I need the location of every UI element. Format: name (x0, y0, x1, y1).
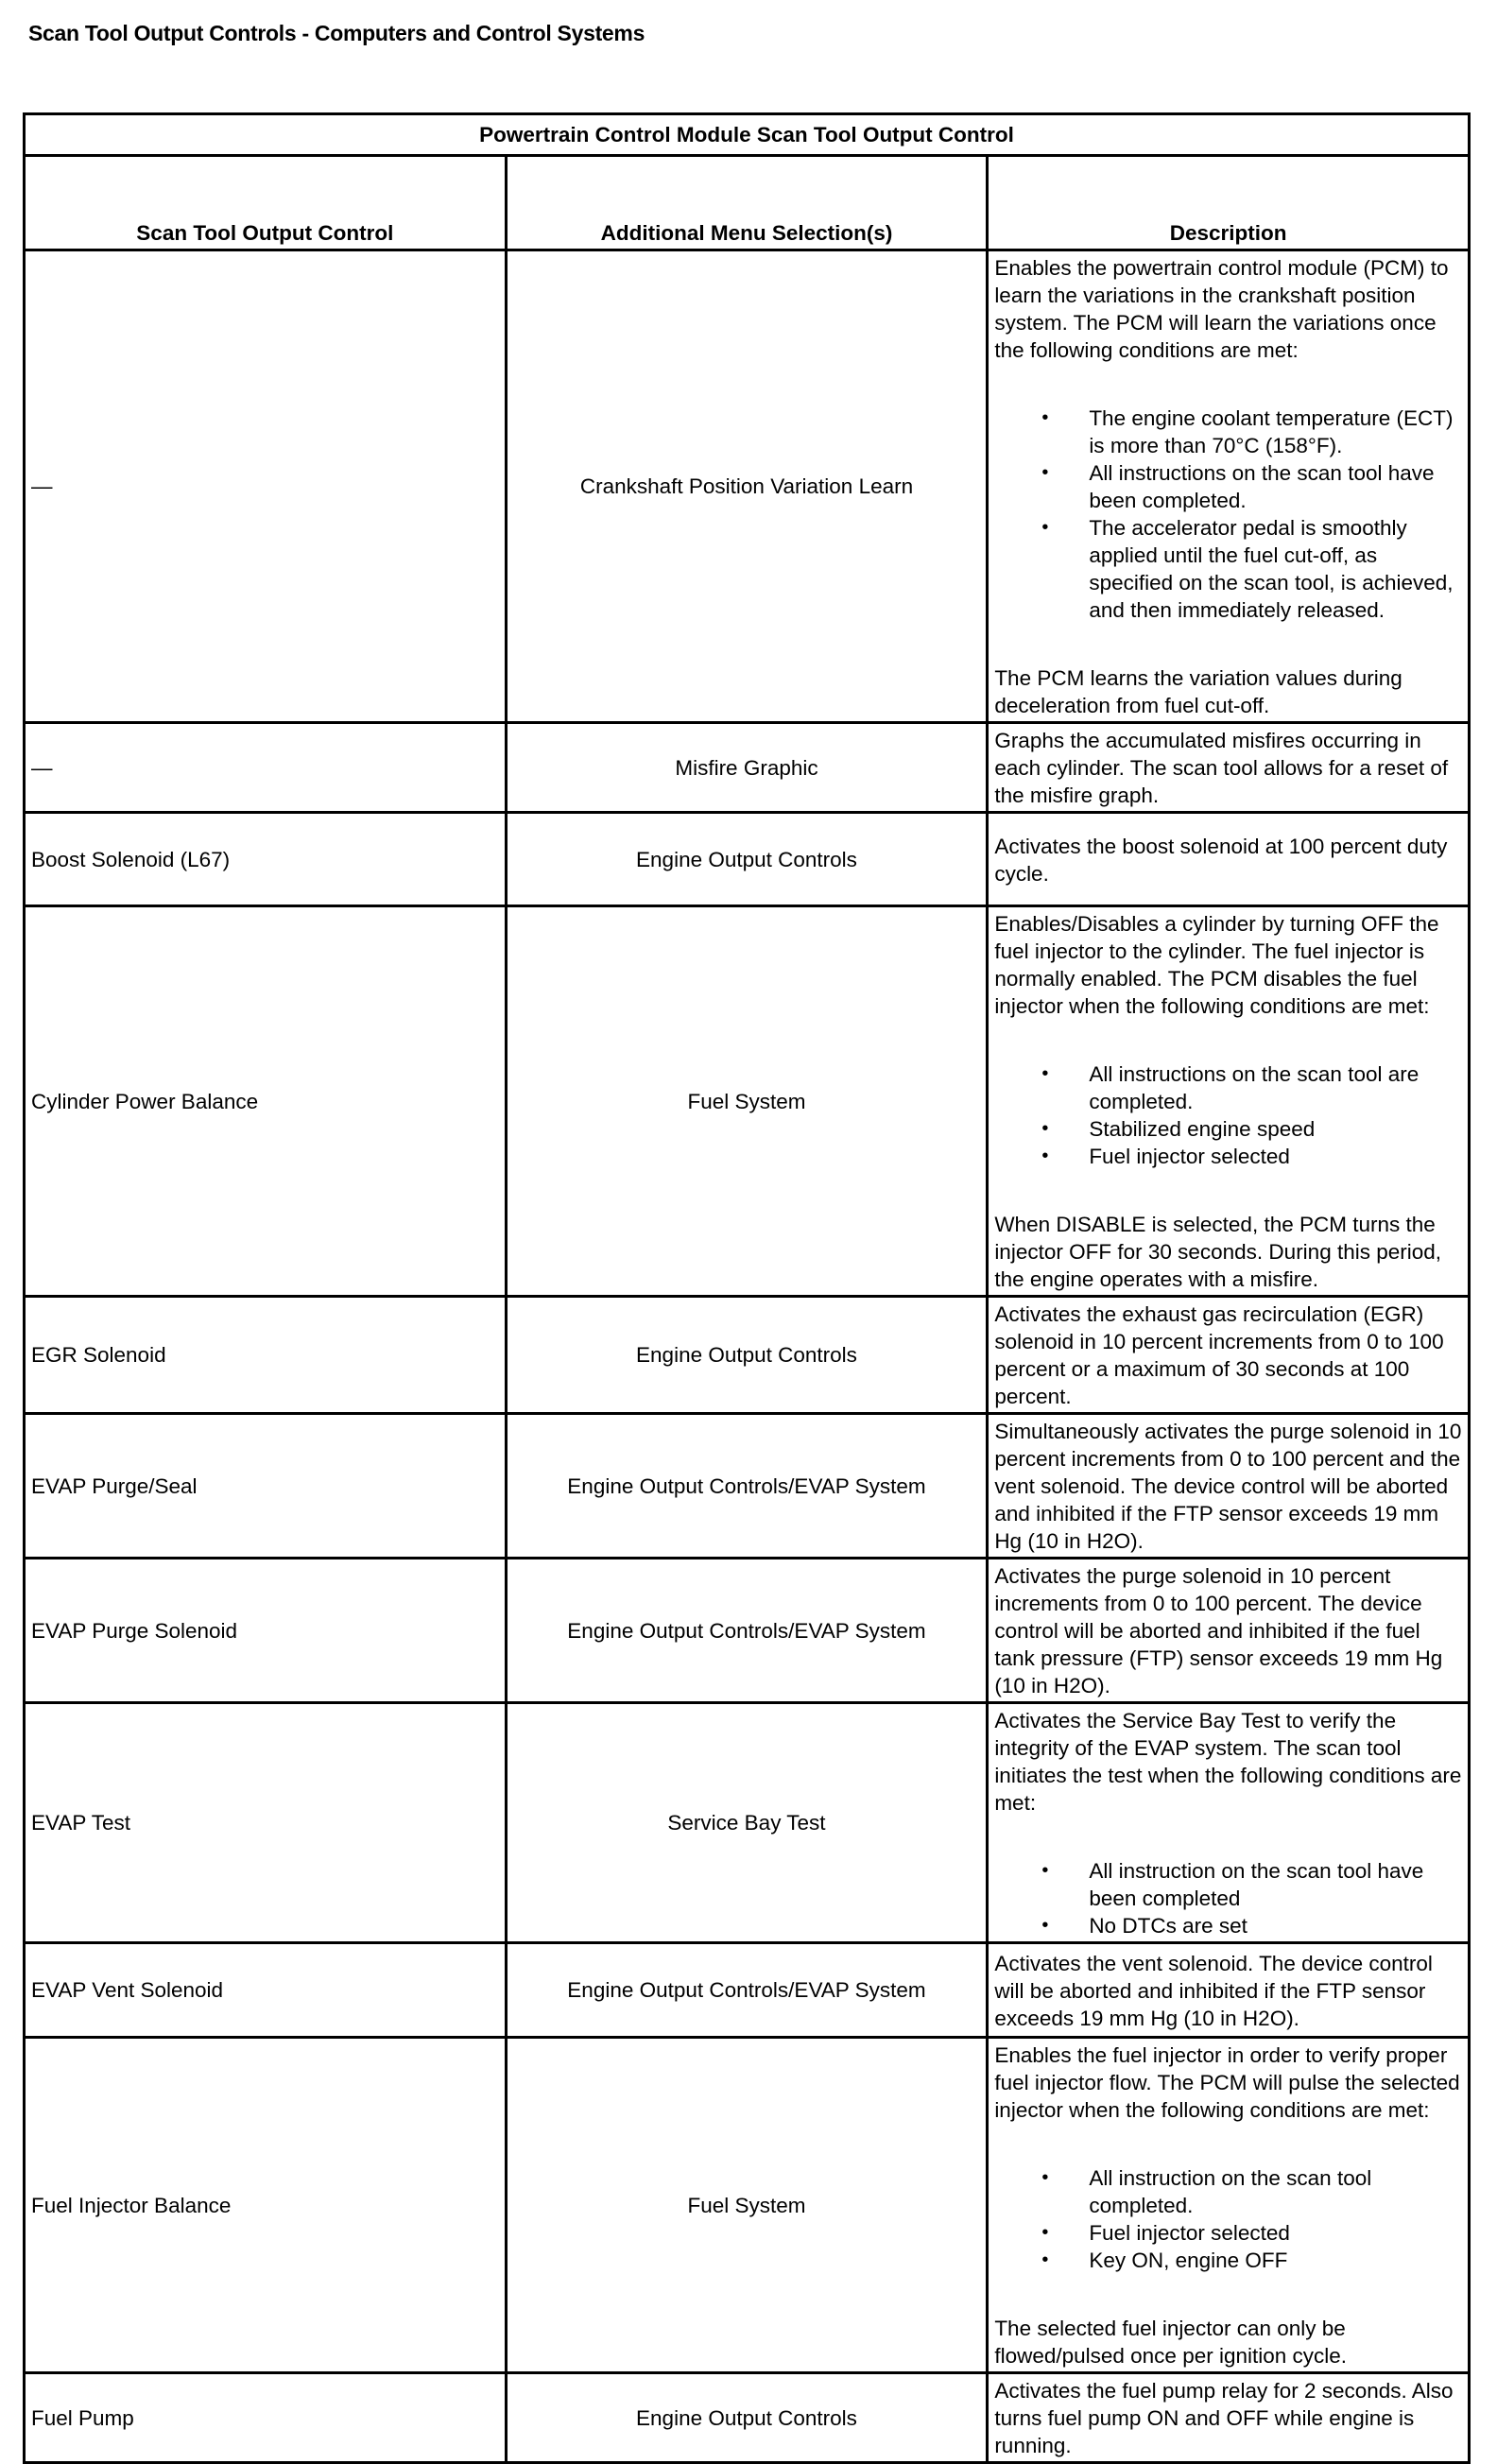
table-row (25, 813, 1470, 906)
table-row (25, 1414, 1470, 1559)
description-intro: Enables/Disables a cylinder by turning OFF the fuel injector to the cylinder. The fuel injector is normally enabled. The PCM disables the fuel injector when the following conditions are met: (994, 912, 1439, 1018)
description-intro: Simultaneously activates the purge solenoid in 10 percent increments from 0 to 100 percent and the vent solenoid. The device control will be aborted and inhibited if the FTP sensor exceeds 19 mm Hg (10 in H2O). (994, 1420, 1462, 1553)
header-description: Description (988, 156, 1470, 250)
description-cell (988, 813, 1470, 906)
description-cell (988, 250, 1470, 723)
control-cell: — (25, 723, 507, 813)
condition-item: • Fuel injector selected (994, 1143, 1462, 1170)
description-intro: Activates the Service Bay Test to verify the integrity of the EVAP system. The scan tool initiates the test when the following conditions are met: (994, 1709, 1462, 1815)
description-cell (988, 1297, 1470, 1414)
menu-cell: Engine Output Controls (506, 2373, 988, 2463)
description-intro: Activates the purge solenoid in 10 percent increments from 0 to 100 percent. The device control will be aborted and inhibited if the fuel tank pressure (FTP) sensor exceeds 19 mm Hg (10 in H2O). (994, 1564, 1443, 1697)
table-row (25, 1297, 1470, 1414)
description-note: The selected fuel injector can only be flowed/pulsed once per ignition cycle. (994, 2317, 1348, 2368)
description-intro: Activates the vent solenoid. The device control will be aborted and inhibited if the FTP sensor exceeds 19 mm Hg (10 in H2O). (994, 1951, 1433, 2030)
description-cell (988, 2373, 1470, 2463)
control-cell: EVAP Purge Solenoid (25, 1559, 507, 1703)
menu-cell: Service Bay Test (506, 1703, 988, 1943)
description-intro: Activates the exhaust gas recirculation (EGR) solenoid in 10 percent increments from 0 to 100 percent or a maximum of 30 seconds at 100 percent. (994, 1302, 1444, 1408)
description-intro: Enables the powertrain control module (PCM) to learn the variations in the crankshaft position system. The PCM will learn the variations once the following conditions are met: (994, 256, 1449, 362)
menu-cell: Fuel System (506, 2038, 988, 2373)
control-cell: EGR Solenoid (25, 1297, 507, 1414)
menu-cell: Fuel System (506, 906, 988, 1297)
table-row (25, 250, 1470, 723)
condition-list (994, 1060, 1462, 1170)
menu-cell: Engine Output Controls/EVAP System (506, 1559, 988, 1703)
table-caption: Powertrain Control Module Scan Tool Output Control (25, 114, 1470, 156)
header-menu: Additional Menu Selection(s) (506, 156, 988, 250)
control-cell: EVAP Vent Solenoid (25, 1943, 507, 2038)
condition-item: • Stabilized engine speed (994, 1115, 1462, 1143)
description-note: When DISABLE is selected, the PCM turns the injector OFF for 30 seconds. During this period, the engine operates with a misfire. (994, 1213, 1442, 1291)
control-cell: Fuel Injector Balance (25, 2038, 507, 2373)
table-row (25, 723, 1470, 813)
description-cell (988, 1703, 1470, 1943)
condition-list (994, 2164, 1462, 2274)
menu-cell: Engine Output Controls/EVAP System (506, 1414, 988, 1559)
menu-cell: Engine Output Controls/EVAP System (506, 1943, 988, 2038)
description-cell (988, 2038, 1470, 2373)
condition-item: • Fuel injector selected (994, 2219, 1462, 2247)
description-intro: Activates the boost solenoid at 100 percent duty cycle. (994, 834, 1448, 886)
table-row (25, 2373, 1470, 2463)
description-intro: Activates the fuel pump relay for 2 seconds. Also turns fuel pump ON and OFF while engine is running. (994, 2379, 1454, 2457)
control-cell: Boost Solenoid (L67) (25, 813, 507, 906)
output-control-table (23, 112, 1471, 2464)
description-cell (988, 1943, 1470, 2038)
control-cell: — (25, 250, 507, 723)
table-row (25, 1943, 1470, 2038)
table-row (25, 906, 1470, 1297)
table-row (25, 2038, 1470, 2373)
condition-item: • All instructions on the scan tool have been completed. (994, 459, 1462, 514)
description-intro: Graphs the accumulated misfires occurring in each cylinder. The scan tool allows for a reset of the misfire graph. (994, 729, 1449, 807)
menu-cell: Engine Output Controls (506, 813, 988, 906)
description-note: The PCM learns the variation values during deceleration from fuel cut-off. (994, 666, 1402, 717)
condition-item: • All instruction on the scan tool completed. (994, 2164, 1462, 2219)
description-intro: Enables the fuel injector in order to verify proper fuel injector flow. The PCM will pulse the selected injector when the following conditions are met: (994, 2043, 1460, 2122)
description-cell (988, 1414, 1470, 1559)
condition-item: • The accelerator pedal is smoothly applied until the fuel cut-off, as specified on the scan tool, is achieved, and then immediately released. (994, 514, 1462, 624)
menu-cell: Crankshaft Position Variation Learn (506, 250, 988, 723)
control-cell: Fuel Pump (25, 2373, 507, 2463)
condition-item: • The engine coolant temperature (ECT) is more than 70°C (158°F). (994, 405, 1462, 459)
description-cell (988, 906, 1470, 1297)
condition-list (994, 405, 1462, 624)
menu-cell: Misfire Graphic (506, 723, 988, 813)
table-row (25, 1559, 1470, 1703)
condition-list (994, 1857, 1462, 1939)
condition-item: • No DTCs are set (994, 1912, 1462, 1939)
condition-item: • All instructions on the scan tool are completed. (994, 1060, 1462, 1115)
condition-item: • All instruction on the scan tool have been completed (994, 1857, 1462, 1912)
condition-item: • Key ON, engine OFF (994, 2247, 1462, 2274)
description-cell (988, 1559, 1470, 1703)
table-row (25, 1703, 1470, 1943)
control-cell: Cylinder Power Balance (25, 906, 507, 1297)
description-cell (988, 723, 1470, 813)
menu-cell: Engine Output Controls (506, 1297, 988, 1414)
control-cell: EVAP Test (25, 1703, 507, 1943)
control-cell: EVAP Purge/Seal (25, 1414, 507, 1559)
header-control: Scan Tool Output Control (25, 156, 507, 250)
page-title: Scan Tool Output Controls - Computers and Control Systems (28, 21, 645, 45)
